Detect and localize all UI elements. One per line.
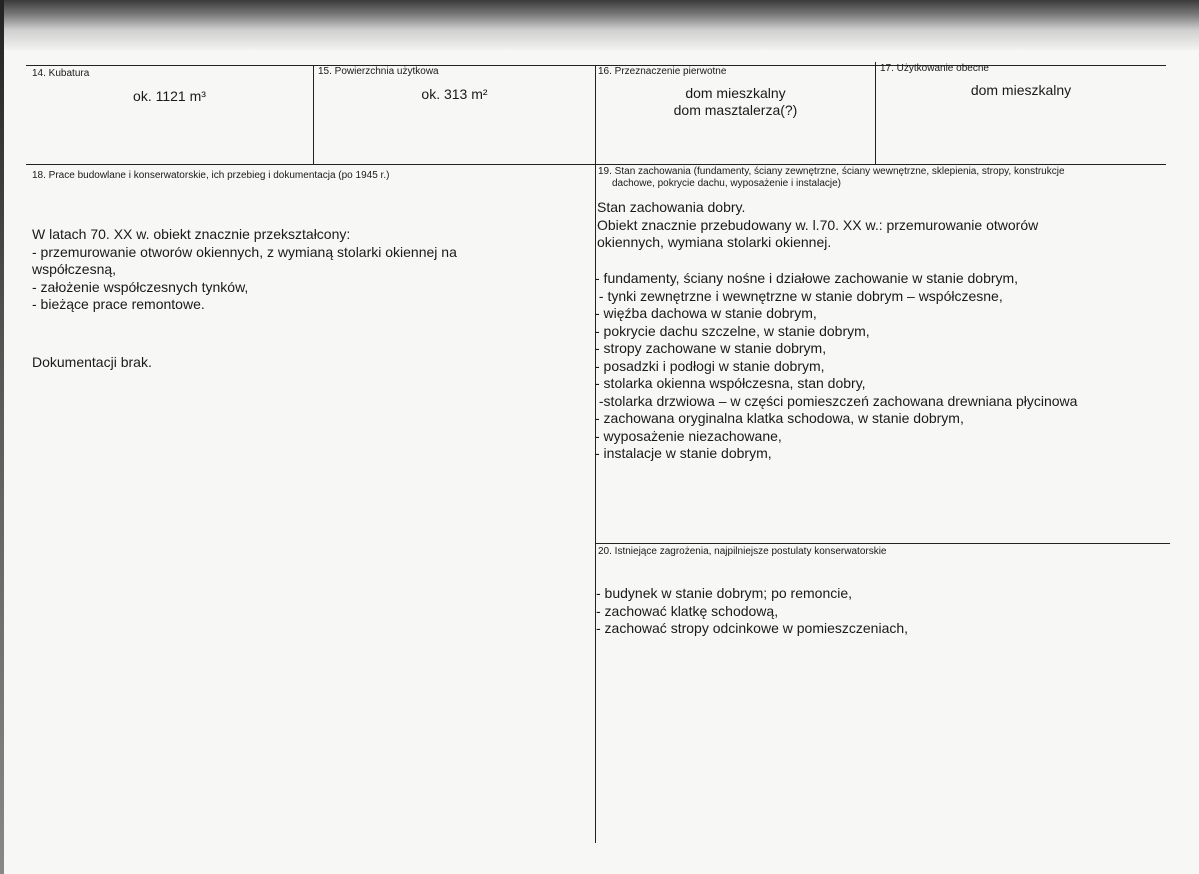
kubatura-label: 14. Kubatura	[32, 68, 90, 79]
uzytkowanie-label: 17. Użytkowanie obecne	[880, 63, 989, 74]
stan-intro	[597, 199, 1038, 252]
stan-label-line1: 19. Stan zachowania (fundamenty, ściany zewnętrzne, ściany wewnętrzne, sklepienia, stropy, konstrukcje	[598, 166, 1065, 177]
scan-left-edge	[0, 0, 4, 874]
section-20-divider	[595, 543, 1170, 544]
przeznaczenie-value-1: dom mieszkalny	[685, 85, 786, 101]
prace-line: współczesną,	[32, 261, 117, 277]
stan-item: - więźba dachowa w stanie dobrym,	[595, 305, 817, 321]
prace-text	[32, 226, 457, 314]
row-divider	[26, 164, 1166, 165]
prace-line: - założenie współczesnych tynków,	[32, 278, 249, 295]
prace-line: - bieżące prace remontowe.	[32, 296, 205, 312]
stan-item: - stolarka okienna współczesna, stan dobry,	[595, 375, 866, 391]
zagrozenia-label: 20. Istniejące zagrożenia, najpilniejsze postulaty konserwatorskie	[598, 546, 887, 557]
stan-item: - stropy zachowane w stanie dobrym,	[595, 340, 827, 356]
stan-label-line2: dachowe, pokrycie dachu, wyposażenie i instalacje)	[612, 178, 842, 189]
col-divider-16-17	[875, 62, 876, 165]
stan-item: -stolarka drzwiowa – w części pomieszczeń zachowana drewniana płycinowa	[595, 392, 1078, 409]
stan-item: - posadzki i podłogi w stanie dobrym,	[595, 357, 825, 374]
przeznaczenie-label: 16. Przeznaczenie pierwotne	[598, 66, 727, 77]
top-rule	[26, 65, 1166, 66]
powierzchnia-value: ok. 313 m²	[421, 86, 488, 102]
stan-item: - tynki zewnętrzne i wewnętrzne w stanie dobrym – współczesne,	[595, 287, 1003, 304]
zagrozenia-item: - budynek w stanie dobrym; po remoncie,	[596, 585, 853, 601]
stan-items	[595, 270, 1077, 463]
prace-label: 18. Prace budowlane i konserwatorskie, ich przebieg i dokumentacja (po 1945 r.)	[32, 170, 390, 181]
stan-item: - fundamenty, ściany nośne i działowe zachowanie w stanie dobrym,	[595, 270, 1019, 286]
stan-intro-line: okiennych, wymiana stolarki okiennej.	[597, 234, 832, 250]
dokumentacja-text: Dokumentacji brak.	[32, 354, 152, 370]
scan-top-edge	[0, 0, 1199, 50]
powierzchnia-label: 15. Powierzchnia użytkowa	[318, 66, 439, 77]
stan-item: - instalacje w stanie dobrym,	[595, 445, 772, 461]
zagrozenia-item: - zachować stropy odcinkowe w pomieszczeniach,	[596, 620, 909, 636]
stan-item: - zachowana oryginalna klatka schodowa, w stanie dobrym,	[595, 410, 964, 426]
stan-intro-line: Obiekt znacznie przebudowany w. l.70. XX w.: przemurowanie otworów	[597, 216, 1039, 233]
przeznaczenie-value-2: dom masztalerza(?)	[673, 102, 798, 118]
zagrozenia-item: - zachować klatkę schodową,	[596, 602, 779, 619]
col-divider-14-15	[313, 65, 314, 165]
prace-line: - przemurowanie otworów okiennych, z wymianą stolarki okiennej na	[32, 243, 457, 260]
uzytkowanie-value: dom mieszkalny	[970, 82, 1072, 98]
stan-intro-line: Stan zachowania dobry.	[597, 199, 746, 215]
zagrozenia-items	[596, 585, 908, 638]
stan-item: - wyposażenie niezachowane,	[595, 427, 782, 444]
kubatura-value: ok. 1121 m³	[133, 88, 206, 104]
prace-line: W latach 70. XX w. obiekt znacznie przekształcony:	[32, 226, 351, 242]
stan-item: - pokrycie dachu szczelne, w stanie dobrym,	[595, 322, 870, 339]
